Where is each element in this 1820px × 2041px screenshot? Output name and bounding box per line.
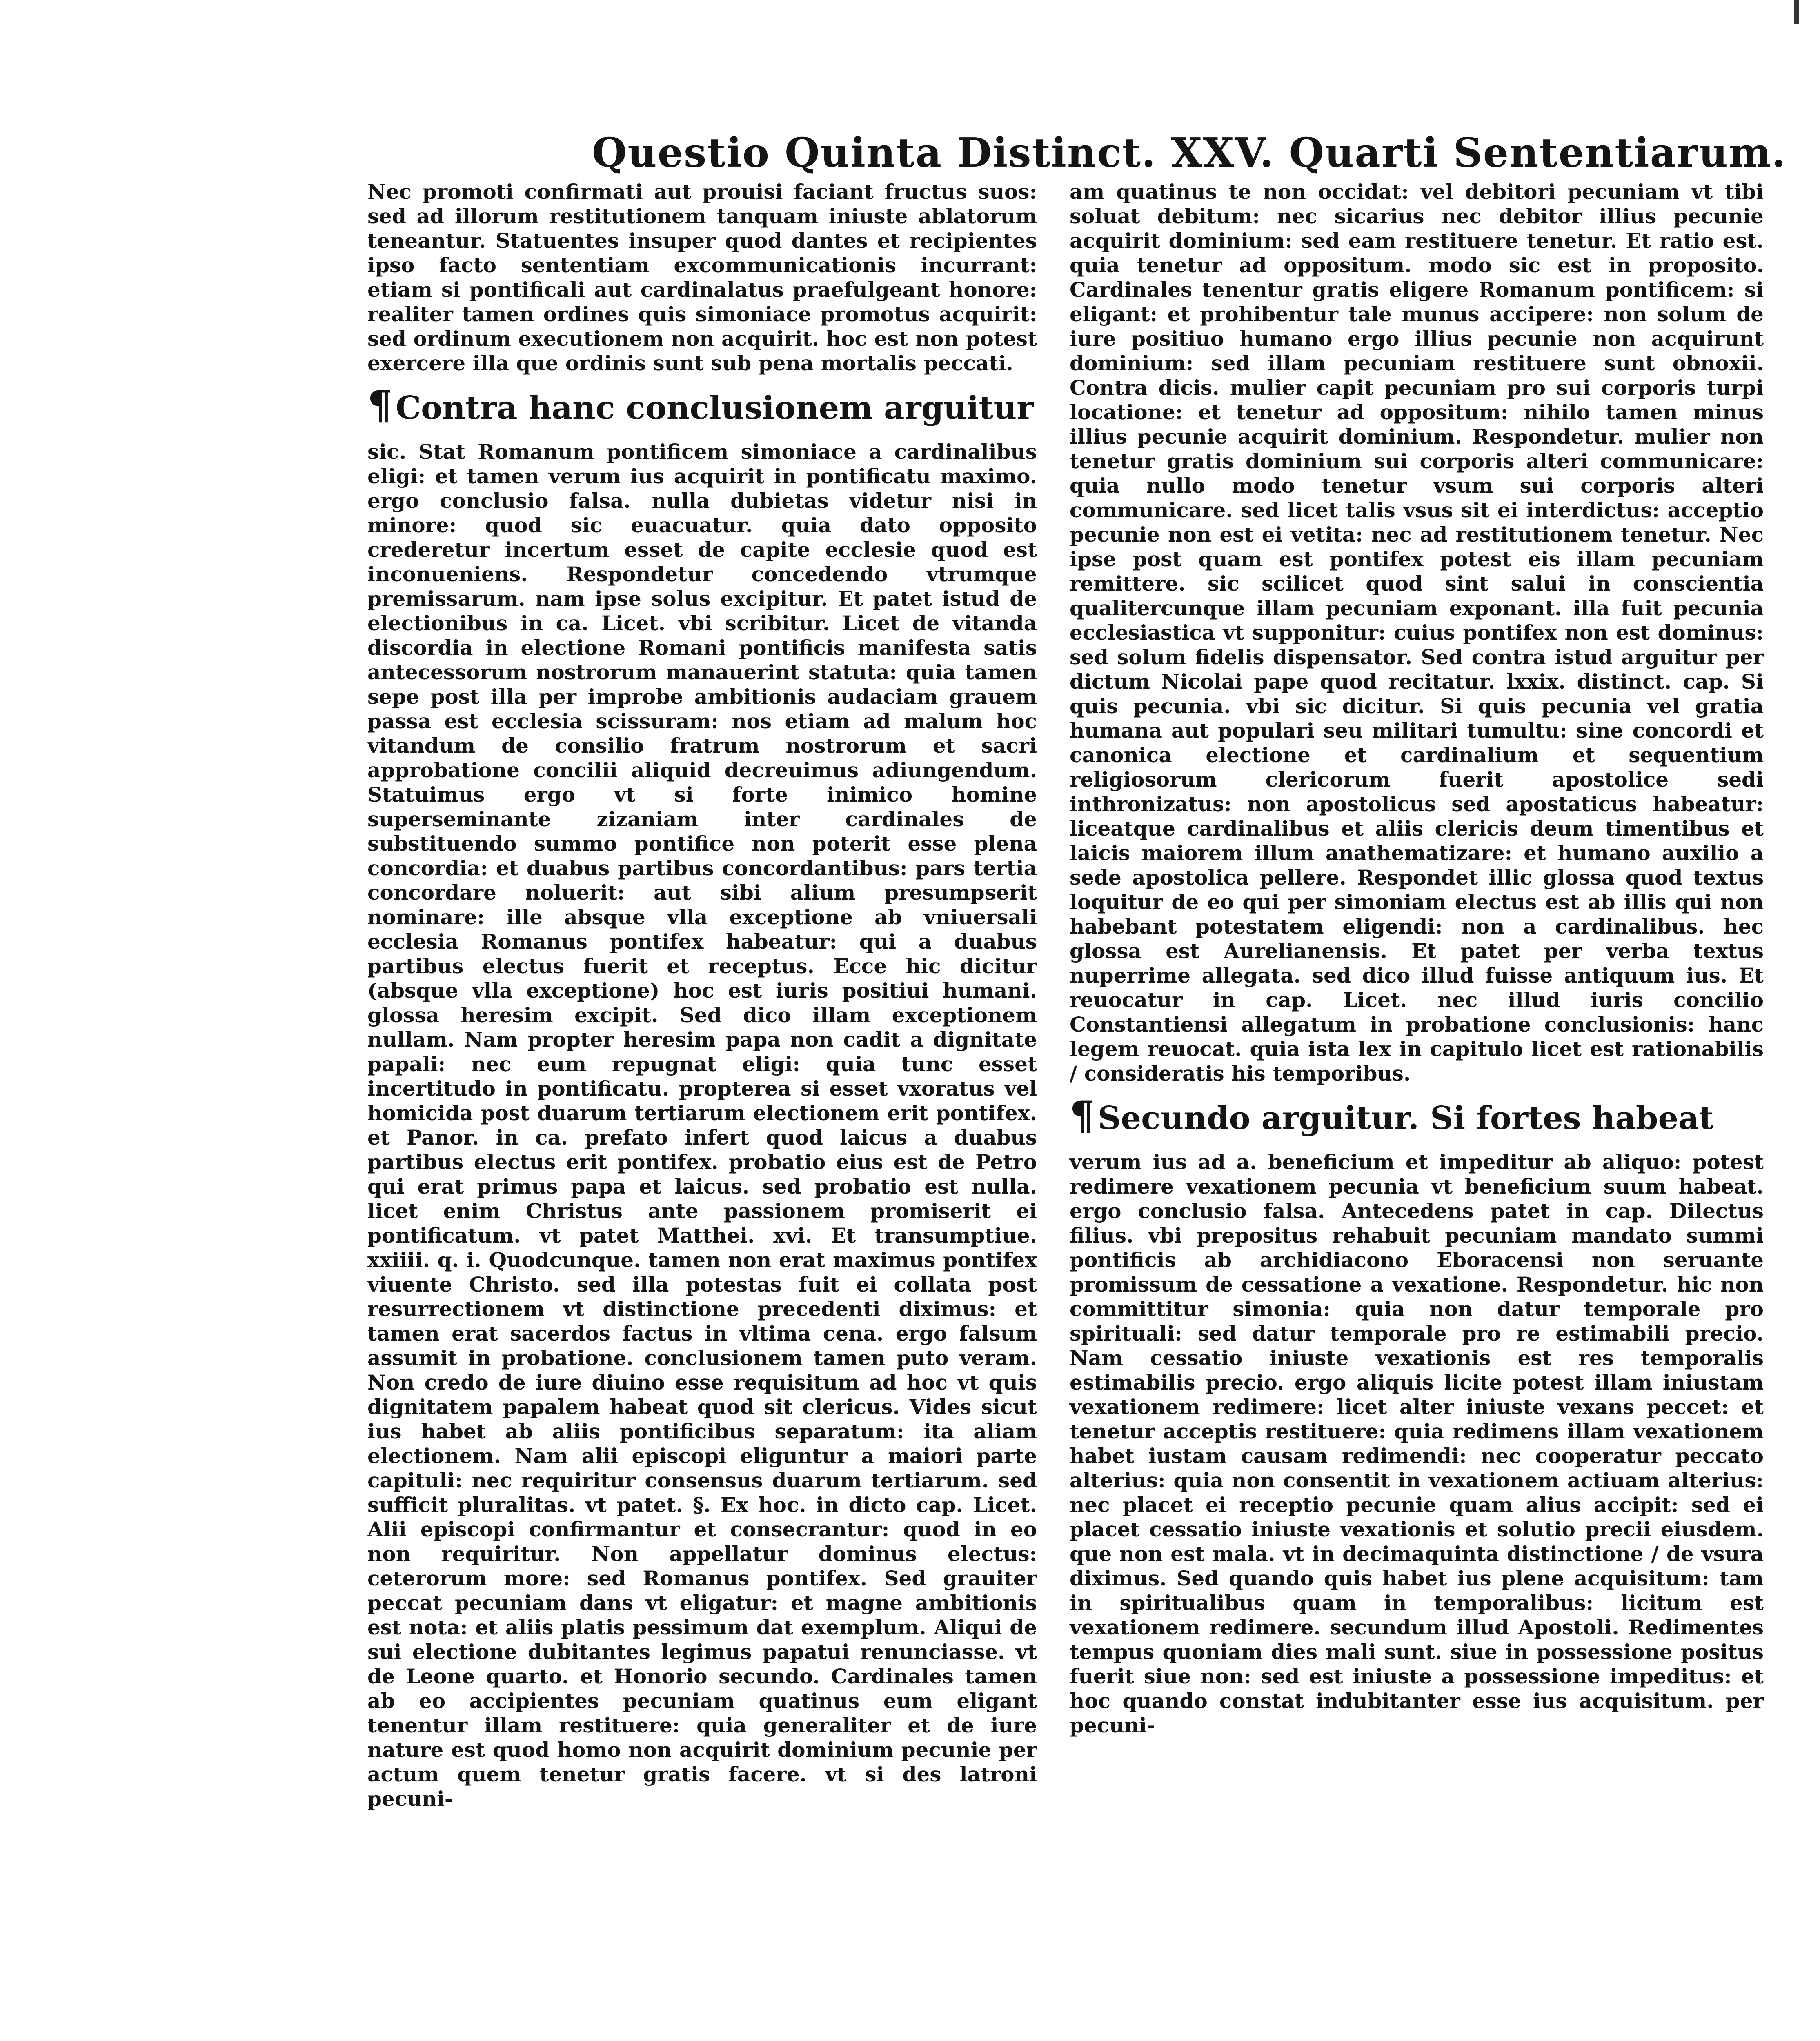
paragraph-mark-icon: ¶ — [367, 382, 393, 428]
paragraph-mark-icon: ¶ — [1070, 1092, 1095, 1138]
right-paragraph-1: am quatinus te non occidat: vel debitori pecuniam vt tibi soluat debitum: nec sicarius nec debitor illius pecunie acquirit dominium: sed eam restituere tenetur. Et ratio est. quia tenetur ad oppositum. modo sic est in proposito. Cardinales tenentur gratis eligere Romanum pontificem: si eligant: et prohibentur tale munus accipere: non solum de iure positiuo humano ergo illius pecunie non acquirunt dominium: sed illam pecuniam restituere sunt obnoxii. Contra dicis. mulier capit pecuniam pro sui corporis turpi locatione: et tenetur ad oppositum: nihilo tamen minus illius pecunie acquirit dominium. Respondetur. mulier non tenetur gratis dominium sui corporis alteri communicare: quia nullo modo tenetur vsum sui corporis alteri communicare. sed licet talis vsus sit ei interdictus: acceptio pecunie non est ei vetita: nec ad restitutionem tenetur. Nec ipse post quam est pontifex potest eis illam pecuniam remittere. sic scilicet quod sint salui in conscientia qualitercunque illam pecuniam exponant. illa fuit pecunia ecclesiastica vt supponitur: cuius pontifex non est dominus: sed solum fidelis dispensator. Sed contra istud arguitur per dictum Nicolai pape quod recitatur. lxxix. distinct. cap. Si quis pecunia. vbi sic dicitur. Si quis pecunia vel gratia humana aut populari seu militari tumultu: sine concordi et canonica electione et cardinalium et sequentium religiosorum clericorum fuerit apostolice sedi inthronizatus: non apostolicus sed apostaticus habeatur: liceatque cardinalibus et aliis clericis deum timentibus et laicis maiorem illum anathematizare: et humano auxilio a sede apostolica pellere. Respondet illic glossa quod textus loquitur de eo qui per simoniam electus est ab illis qui non habebant potestatem eligendi: non a cardinalibus. hec glossa est Aurelianensis. Et patet per verba textus nuperrime allegata. sed dico illud fuisse antiquum ius. Et reuocatur in cap. Licet. nec illud iuris concilio Constantiensi allegatum in probatione conclusionis: hanc legem reuocat. quia ista lex in capitulo licet est rationabilis / consideratis his temporibus. — [1070, 180, 1764, 1085]
running-head: Questio Quinta Distinct. XXV. Quarti Sententiarum. — [592, 129, 1787, 176]
section-heading-1 — [367, 383, 1037, 431]
left-column — [367, 180, 1037, 1811]
left-paragraph-2: sic. Stat Romanum pontificem simoniace a cardinalibus eligi: et tamen verum ius acquirit in pontificatu maximo. ergo conclusio falsa. nulla dubietas videtur nisi in minore: quod sic euacuatur. quia dato opposito crederetur incertum esset de capite ecclesie quod est inconueniens. Respondetur concedendo vtrumque premissarum. nam ipse solus excipitur. Et patet istud de electionibus in ca. Licet. vbi scribitur. Licet de vitanda discordia in electione Romani pontificis manifesta satis antecessorum nostrorum manauerint statuta: quia tamen sepe post illa per improbe ambitionis audaciam grauem passa est ecclesia scissuram: nos etiam ad malum hoc vitandum de consilio fratrum nostrorum et sacri approbatione concilii aliquid decreuimus adiungendum. Statuimus ergo vt si forte inimico homine superseminante zizaniam inter cardinales de substituendo summo pontifice non poterit esse plena concordia: et duabus partibus concordantibus: pars tertia concordare noluerit: aut sibi alium presumpserit nominare: ille absque vlla exceptione ab vniuersali ecclesia Romanus pontifex habeatur: qui a duabus partibus electus fuerit et receptus. Ecce hic dicitur (absque vlla exceptione) hoc est iuris positiui humani. glossa heresim excipit. Sed dico illam exceptionem nullam. Nam propter heresim papa non cadit a dignitate papali: nec eum repugnat eligi: quia tunc esset incertitudo in pontificatu. propterea si esset vxoratus vel homicida post duarum tertiarum electionem erit pontifex. et Panor. in ca. prefato infert quod laicus a duabus partibus electus erit pontifex. probatio eius est de Petro qui erat primus papa et laicus. sed probatio est nulla. licet enim Christus ante passionem promiserit ei pontificatum. vt patet Matthei. xvi. Et transumptiue. xxiiii. q. i. Quodcunque. tamen non erat maximus pontifex viuente Christo. sed illa potestas fuit ei collata post resurrectionem vt distinctione precedenti diximus: et tamen erat sacerdos factus in vltima cena. ergo falsum assumit in probatione. conclusionem tamen puto veram. Non credo de iure diuino esse requisitum ad hoc vt quis dignitatem papalem habeat quod sit clericus. Vides sicut ius habet ab aliis pontificibus separatum: ita aliam electionem. Nam alii episcopi eliguntur a maiori parte capituli: nec requiritur consensus duarum tertiarum. sed sufficit pluralitas. vt patet. §. Ex hoc. in dicto cap. Licet. Alii episcopi confirmantur et consecrantur: quod in eo non requiritur. Non appellatur dominus electus: ceterorum more: sed Romanus pontifex. Sed grauiter peccat pecuniam dans vt eligatur: et magne ambitionis est nota: et aliis platis pessimum dat exemplum. Aliqui de sui electione dubitantes legimus papatui renunciasse. vt de Leone quarto. et Honorio secundo. Cardinales tamen ab eo accipientes pecuniam quatinus eum eligant tenentur illam restituere: quia generaliter et de iure nature est quod homo non acquirit dominium pecunie per actum quem tenetur gratis facere. vt si des latroni pecuni- — [367, 440, 1037, 1811]
section-heading-2 — [1070, 1093, 1764, 1141]
left-paragraph-1: Nec promoti confirmati aut prouisi faciant fructus suos: sed ad illorum restitutionem tanquam iniuste ablatorum teneantur. Statuentes insuper quod dantes et recipientes ipso facto sententiam excommunicationis incurrant: etiam si pontificali aut cardinalatus praefulgeant honore: realiter tamen ordines quis simoniace promotus acquirit: sed ordinum executionem non acquirit. hoc est non potest exercere illa que ordinis sunt sub pena mortalis peccati. — [367, 180, 1037, 375]
right-column — [1070, 180, 1764, 1738]
right-paragraph-2: verum ius ad a. beneficium et impeditur ab aliquo: potest redimere vexationem pecunia vt beneficium suum habeat. ergo conclusio falsa. Antecedens patet in cap. Dilectus filius. vbi prepositus rehabuit pecuniam mandato summi pontificis ab archidiacono Eboracensi non seruante promissum de cessatione a vexatione. Respondetur. hic non committitur simonia: quia non datur temporale pro spirituali: sed datur temporale pro re estimabili precio. Nam cessatio iniuste vexationis est res temporalis estimabilis precio. ergo aliquis licite potest illam iniustam vexationem redimere: licet alter iniuste vexans peccet: et tenetur acceptis restituere: quia redimens illam vexationem habet iustam causam redimendi: nec cooperatur peccato alterius: quia non consentit in vexationem actiuam alterius: nec placet ei receptio pecunie quam alius accipit: sed ei placet cessatio iniuste vexationis et solutio precii eiusdem. que non est mala. vt in decimaquinta distinctione / de vsura diximus. Sed quando quis habet ius plene acquisitum: tam in spiritualibus quam in temporalibus: licitum est vexationem redimere. secundum illud Apostoli. Redimentes tempus quoniam dies mali sunt. siue in possessione positus fuerit siue non: sed est iniuste a possessione impeditus: et hoc quando constat indubitanter esse ius acquisitum. per pecuni- — [1070, 1150, 1764, 1737]
page-edge-mark — [1794, 0, 1799, 24]
section-heading-1-text: Contra hanc conclusionem arguitur — [396, 389, 1034, 427]
section-heading-2-text: Secundo arguitur. Si fortes habeat — [1098, 1100, 1714, 1137]
